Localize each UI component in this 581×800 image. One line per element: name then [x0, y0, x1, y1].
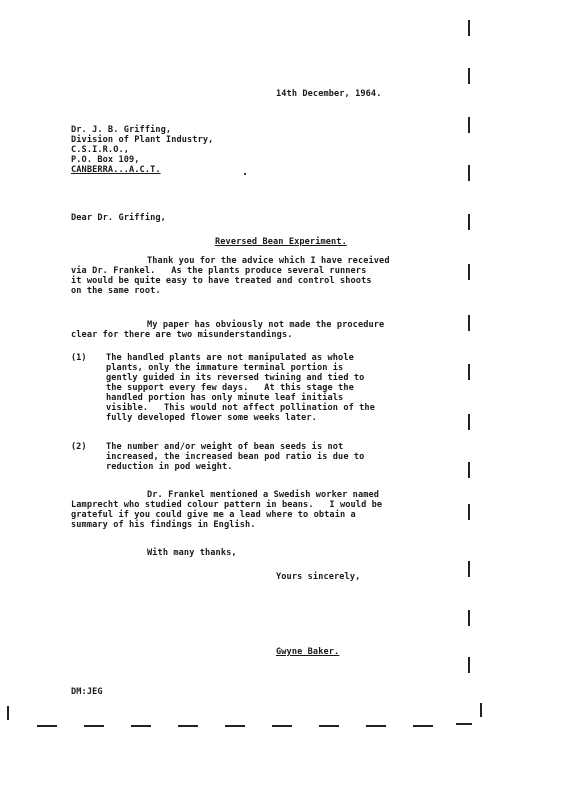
list-item-line: handled portion has only minute leaf initials	[106, 393, 344, 403]
margin-mark	[468, 364, 470, 380]
ink-speck	[244, 173, 246, 175]
list-item-line: gently guided in its reversed twining and tied to	[106, 373, 365, 383]
bottom-dash	[319, 725, 339, 727]
paragraph-line: Thank you for the advice which I have received	[147, 256, 390, 266]
paragraph-line: Lamprecht who studied colour pattern in beans. I would be	[71, 500, 383, 510]
bottom-dash	[366, 725, 386, 727]
subject-heading: Reversed Bean Experiment.	[215, 237, 347, 247]
margin-mark	[480, 703, 482, 717]
list-item-line: plants, only the immature terminal portion is	[106, 363, 344, 373]
recipient-line: Dr. J. B. Griffing,	[71, 125, 172, 135]
margin-mark	[468, 68, 470, 84]
margin-mark	[468, 20, 470, 36]
recipient-line: C.S.I.R.O.,	[71, 145, 130, 155]
list-item-line: visible. This would not affect pollination of the	[106, 403, 375, 413]
paragraph-line: summary of his findings in English.	[71, 520, 256, 530]
list-item-line: The number and/or weight of bean seeds is not	[106, 442, 344, 452]
margin-mark	[468, 462, 470, 478]
list-item-line: reduction in pod weight.	[106, 462, 233, 472]
bottom-dash	[413, 725, 433, 727]
letter-date: 14th December, 1964.	[276, 89, 382, 99]
bottom-dash	[84, 725, 104, 727]
paragraph-line: grateful if you could give me a lead where to obtain a	[71, 510, 356, 520]
bottom-dash	[37, 725, 57, 727]
list-item-number: (2)	[71, 442, 87, 452]
margin-mark	[468, 657, 470, 673]
paragraph-line: on the same root.	[71, 286, 161, 296]
margin-mark	[468, 315, 470, 331]
list-item-line: The handled plants are not manipulated as whole	[106, 353, 354, 363]
paragraph-line: My paper has obviously not made the procedure	[147, 320, 385, 330]
margin-mark	[468, 414, 470, 430]
paragraph-line: clear for there are two misunderstandings.	[71, 330, 293, 340]
reference-initials: DM:JEG	[71, 687, 103, 697]
margin-mark	[468, 165, 470, 181]
margin-mark	[468, 504, 470, 520]
paragraph-line: via Dr. Frankel. As the plants produce several runners	[71, 266, 367, 276]
list-item-line: fully developed flower some weeks later.	[106, 413, 317, 423]
margin-mark	[7, 706, 9, 720]
salutation: Dear Dr. Griffing,	[71, 213, 166, 223]
bottom-dash	[178, 725, 198, 727]
signature-name: Gwyne Baker.	[276, 647, 340, 657]
list-item-line: increased, the increased bean pod ratio is due to	[106, 452, 365, 462]
thanks-line: With many thanks,	[147, 548, 237, 558]
bottom-dash	[131, 725, 151, 727]
bottom-dash	[225, 725, 245, 727]
closing-line: Yours sincerely,	[276, 572, 361, 582]
margin-mark	[468, 561, 470, 577]
bottom-dash	[272, 725, 292, 727]
paragraph-line: Dr. Frankel mentioned a Swedish worker named	[147, 490, 380, 500]
recipient-line: P.O. Box 109,	[71, 155, 140, 165]
bottom-dash	[456, 723, 472, 725]
list-item-number: (1)	[71, 353, 87, 363]
margin-mark	[468, 264, 470, 280]
margin-mark	[468, 610, 470, 626]
margin-mark	[468, 214, 470, 230]
margin-mark	[468, 117, 470, 133]
recipient-line: Division of Plant Industry,	[71, 135, 214, 145]
list-item-line: the support every few days. At this stage the	[106, 383, 354, 393]
paragraph-line: it would be quite easy to have treated and control shoots	[71, 276, 372, 286]
recipient-city: CANBERRA...A.C.T.	[71, 165, 161, 175]
